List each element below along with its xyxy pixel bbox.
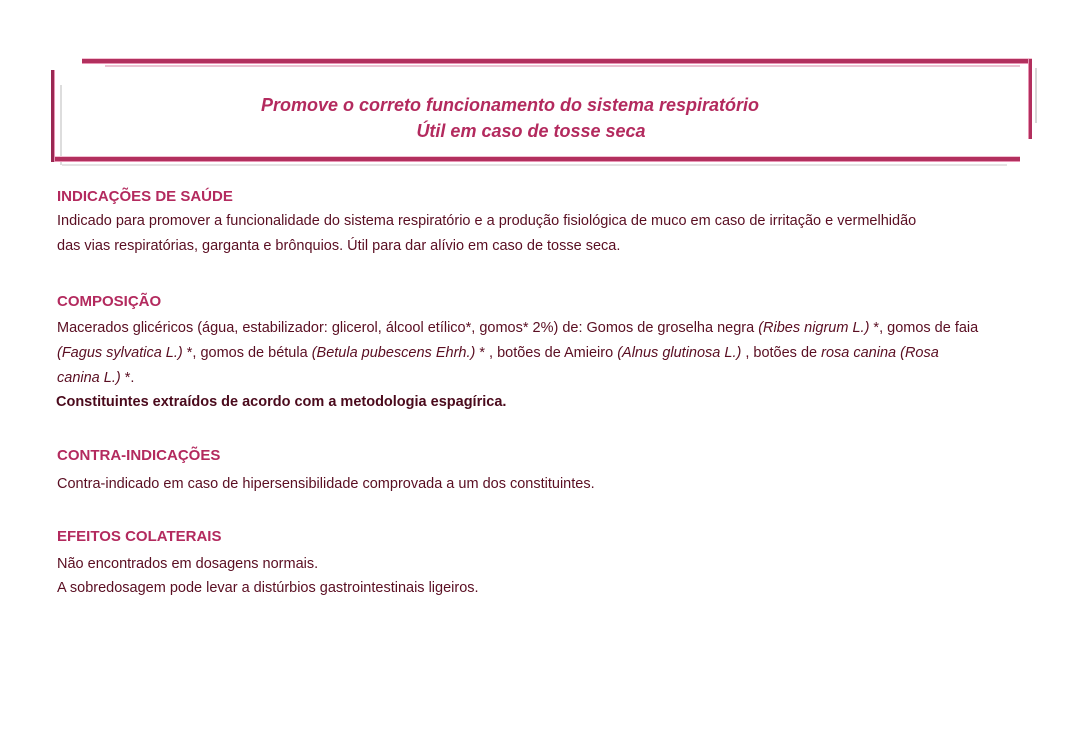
frame-right-inner-line	[1035, 68, 1037, 123]
health-indications-line-1: Indicado para promover a funcionalidade do sistema respiratório e a produção fisiológica de muco em caso de irritação e vermelhidão	[57, 213, 917, 229]
botanical-name-rosa: rosa canina (Rosa	[821, 345, 939, 361]
health-indications-line-2: das vias respiratórias, garganta e brônquios. Útil para dar alívio em caso de tosse seca.	[57, 238, 621, 254]
frame-bottom-shadow	[62, 164, 1007, 166]
frame-bottom-border	[55, 157, 1020, 161]
section-title-side-effects: EFEITOS COLATERAIS	[57, 528, 222, 545]
composition-text-part: , botões de	[741, 345, 822, 361]
botanical-name-alnus: (Alnus glutinosa L.)	[617, 345, 742, 361]
section-title-health-indications: INDICAÇÕES DE SAÚDE	[57, 188, 233, 205]
section-contraindications	[57, 446, 595, 497]
side-effects-text	[57, 552, 479, 600]
banner-headline	[0, 92, 1024, 144]
contraindications-text: Contra-indicado em caso de hipersensibilidade comprovada a um dos constituintes.	[57, 476, 595, 492]
composition-text-part: * , botões de Amieiro	[475, 345, 618, 361]
frame-top-border	[82, 59, 1032, 63]
side-effects-line-2: A sobredosagem pode levar a distúrbios gastrointestinais ligeiros.	[57, 580, 479, 596]
botanical-name-fagus: (Fagus sylvatica L.)	[57, 345, 183, 361]
banner-line-1: Promove o correto funcionamento do sistema respiratório	[260, 95, 760, 115]
composition-text	[57, 316, 978, 391]
section-title-composition: COMPOSIÇÃO	[57, 293, 162, 310]
banner-line-2: Útil em caso de tosse seca	[416, 121, 646, 141]
side-effects-line-1: Não encontrados em dosagens normais.	[57, 556, 319, 572]
botanical-name-ribes: (Ribes nigrum L.)	[758, 320, 870, 336]
frame-right-border	[1029, 59, 1032, 139]
botanical-name-rosa-cont: canina L.)	[57, 370, 121, 386]
section-health-indications	[57, 187, 916, 259]
frame-top-inner-line	[105, 65, 1020, 67]
spagyric-method-note: Constituintes extraídos de acordo com a metodologia espagírica.	[56, 394, 507, 410]
composition-text-part: *.	[120, 370, 135, 386]
section-composition	[57, 292, 978, 413]
botanical-name-betula: (Betula pubescens Ehrh.)	[311, 345, 476, 361]
section-side-effects	[57, 527, 479, 600]
header-banner	[0, 0, 1080, 180]
composition-text-part: *, gomos de faia	[869, 320, 979, 336]
health-indications-text	[57, 209, 916, 259]
section-title-contraindications: CONTRA-INDICAÇÕES	[57, 447, 221, 464]
composition-text-part: *, gomos de bétula	[182, 345, 312, 361]
composition-text-part: Macerados glicéricos (água, estabilizador: glicerol, álcool etílico*, gomos* 2%) de: Gomos de groselha negra	[57, 320, 759, 336]
